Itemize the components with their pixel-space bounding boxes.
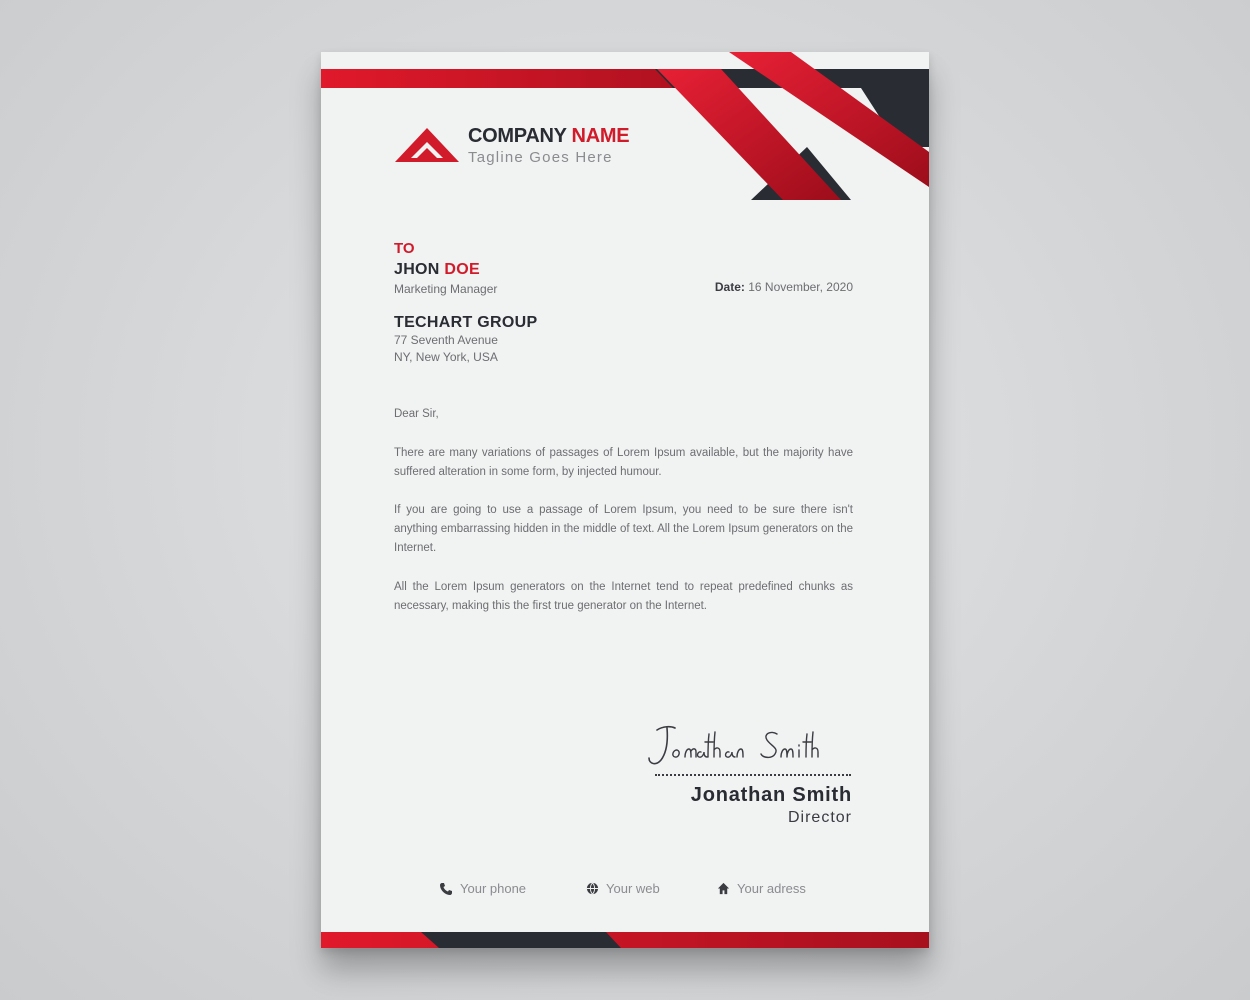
- home-icon: [717, 882, 730, 895]
- address-line-2: NY, New York, USA: [394, 350, 498, 364]
- footer-address-label: Your adress: [737, 881, 806, 896]
- letterhead-page: [321, 52, 929, 948]
- mountain-triangle-icon: [395, 128, 459, 164]
- signer-name: Jonathan Smith: [690, 784, 852, 806]
- phone-icon: [439, 882, 453, 896]
- recipient-title: Marketing Manager: [394, 282, 498, 296]
- company-name-part1: COMPANY: [468, 125, 567, 147]
- paragraph-1: There are many variations of passages of Lorem Ipsum available, but the majority have suffered alteration in some form, by injected humour.: [394, 447, 853, 478]
- bottom-dark-band: [421, 932, 621, 948]
- company-name-part2: NAME: [571, 125, 630, 147]
- salutation: Dear Sir,: [394, 408, 439, 420]
- footer-address: [717, 881, 806, 896]
- recipient-first-name: JHON: [394, 261, 440, 278]
- handwritten-signature: [641, 720, 856, 770]
- date-value: 16 November, 2020: [748, 280, 853, 294]
- bottom-red-band: [321, 932, 929, 948]
- signer-role: Director: [787, 809, 852, 826]
- tagline: Tagline Goes Here: [468, 149, 613, 166]
- date-label: Date:: [714, 280, 745, 294]
- recipient-name: [394, 261, 480, 279]
- to-label: TO: [394, 240, 415, 257]
- letter-date: [715, 280, 853, 294]
- globe-icon: [586, 882, 599, 895]
- organization-name: TECHART GROUP: [394, 314, 538, 331]
- address-line-1: 77 Seventh Avenue: [394, 333, 498, 347]
- footer-phone-label: Your phone: [460, 881, 527, 896]
- footer-web-label: Your web: [606, 881, 660, 896]
- company-name: [468, 125, 629, 148]
- footer-web: [586, 881, 660, 896]
- recipient-last-name: DOE: [444, 261, 480, 278]
- signature-line: [655, 774, 851, 776]
- paragraph-2: If you are going to use a passage of Lorem Ipsum, you need to be sure there isn't anything embarrassing hidden in the middle of text. All the Lorem Ipsum generators on the Internet.: [394, 504, 853, 554]
- paragraph-3: All the Lorem Ipsum generators on the Internet tend to repeat predefined chunks as necessary, making this the first true generator on the Internet.: [394, 581, 853, 612]
- footer-phone: [439, 881, 526, 896]
